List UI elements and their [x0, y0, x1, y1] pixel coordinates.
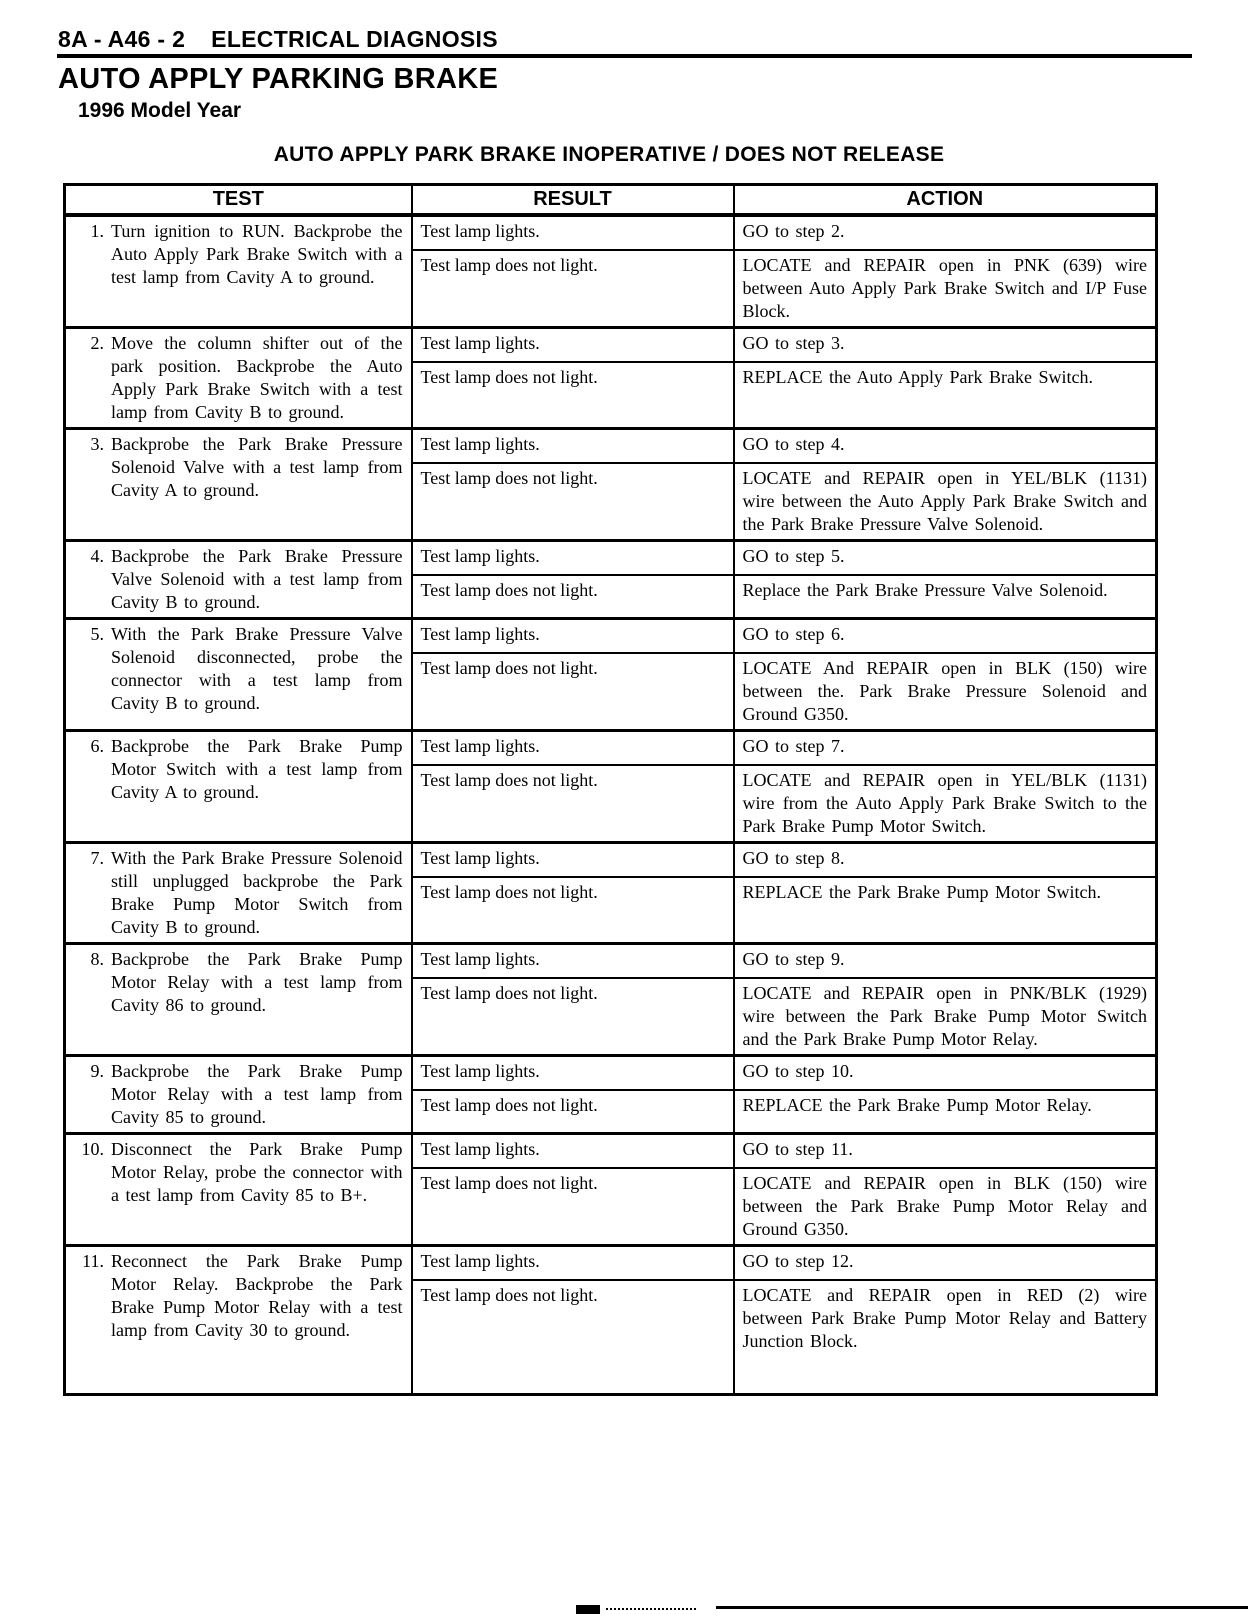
result-cell: Test lamp does not light. [412, 575, 734, 619]
test-cell [65, 1056, 412, 1134]
action-cell: GO to step 4. [734, 429, 1157, 464]
result-cell: Test lamp lights. [412, 1056, 734, 1091]
result-cell: Test lamp lights. [412, 429, 734, 464]
action-cell: GO to step 5. [734, 541, 1157, 576]
table-row [65, 619, 1157, 654]
action-cell: REPLACE the Park Brake Pump Motor Relay. [734, 1090, 1157, 1134]
result-cell: Test lamp does not light. [412, 250, 734, 328]
col-header-test: TEST [65, 185, 412, 216]
step-number: 6. [90, 736, 104, 756]
result-cell: Test lamp lights. [412, 731, 734, 766]
table-row [65, 1134, 1157, 1169]
step-number: 7. [90, 848, 104, 868]
result-cell: Test lamp does not light. [412, 978, 734, 1056]
test-cell [65, 619, 412, 731]
result-cell: Test lamp does not light. [412, 1168, 734, 1246]
table-title: AUTO APPLY PARK BRAKE INOPERATIVE / DOES NOT RELEASE [273, 143, 945, 166]
scan-artifact-blob [576, 1605, 600, 1614]
result-cell: Test lamp does not light. [412, 877, 734, 944]
doc-title: AUTO APPLY PARKING BRAKE [58, 63, 499, 95]
table-row [65, 1246, 1157, 1281]
col-header-action: ACTION [734, 185, 1157, 216]
action-cell: GO to step 10. [734, 1056, 1157, 1091]
page-header [58, 26, 498, 53]
result-cell: Test lamp lights. [412, 619, 734, 654]
action-cell: LOCATE and REPAIR open in BLK (150) wire between the Park Brake Pump Motor Relay and Ground G350. [734, 1168, 1157, 1246]
action-cell: GO to step 3. [734, 328, 1157, 363]
step-test-text: Reconnect the Park Brake Pump Motor Relay. Backprobe the Park Brake Pump Motor Relay with a test lamp from Cavity 30 to ground. [111, 1251, 403, 1340]
action-cell: GO to step 7. [734, 731, 1157, 766]
test-cell [65, 731, 412, 843]
scan-artifact-dots [606, 1608, 696, 1610]
step-test-text: Backprobe the Park Brake Pump Motor Relay with a test lamp from Cavity 86 to ground. [111, 949, 403, 1015]
test-cell [65, 1246, 412, 1395]
result-cell: Test lamp lights. [412, 1246, 734, 1281]
step-test-text: Backprobe the Park Brake Pump Motor Relay with a test lamp from Cavity 85 to ground. [111, 1061, 403, 1127]
table-row [65, 731, 1157, 766]
test-cell [65, 429, 412, 541]
result-cell: Test lamp lights. [412, 541, 734, 576]
result-cell: Test lamp lights. [412, 215, 734, 250]
action-cell: GO to step 8. [734, 843, 1157, 878]
table-row [65, 541, 1157, 576]
action-cell: GO to step 11. [734, 1134, 1157, 1169]
section-title: ELECTRICAL DIAGNOSIS [211, 26, 498, 52]
header-rule [57, 54, 1192, 58]
test-cell [65, 944, 412, 1056]
action-cell: REPLACE the Auto Apply Park Brake Switch. [734, 362, 1157, 429]
step-number: 2. [90, 333, 104, 353]
action-cell: REPLACE the Park Brake Pump Motor Switch. [734, 877, 1157, 944]
step-number: 4. [90, 546, 104, 566]
result-cell: Test lamp does not light. [412, 1090, 734, 1134]
result-cell: Test lamp does not light. [412, 463, 734, 541]
action-cell: GO to step 12. [734, 1246, 1157, 1281]
result-cell: Test lamp lights. [412, 843, 734, 878]
step-test-text: Disconnect the Park Brake Pump Motor Relay, probe the connector with a test lamp from Cavity 85 to B+. [111, 1139, 403, 1205]
result-cell: Test lamp lights. [412, 944, 734, 979]
action-cell: GO to step 9. [734, 944, 1157, 979]
action-cell: LOCATE and REPAIR open in PNK/BLK (1929) wire between the Park Brake Pump Motor Switch and the Park Brake Pump Motor Relay. [734, 978, 1157, 1056]
step-number: 10. [81, 1139, 104, 1159]
result-cell: Test lamp lights. [412, 328, 734, 363]
test-cell [65, 541, 412, 619]
step-number: 8. [90, 949, 104, 969]
action-cell: LOCATE and REPAIR open in YEL/BLK (1131) wire between the Auto Apply Park Brake Switch and the Park Brake Pressure Valve Solenoid. [734, 463, 1157, 541]
diagnosis-table [63, 183, 1158, 1396]
test-cell [65, 215, 412, 328]
test-cell [65, 843, 412, 944]
table-row [65, 944, 1157, 979]
step-number: 5. [90, 624, 104, 644]
step-test-text: Backprobe the Park Brake Pressure Valve Solenoid with a test lamp from Cavity B to ground. [111, 546, 403, 612]
table-row [65, 843, 1157, 878]
step-test-text: Backprobe the Park Brake Pressure Solenoid Valve with a test lamp from Cavity A to ground. [111, 434, 403, 500]
page-code: 8A - A46 - 2 [58, 26, 186, 52]
result-cell: Test lamp lights. [412, 1134, 734, 1169]
table-row [65, 429, 1157, 464]
result-cell: Test lamp does not light. [412, 653, 734, 731]
table-row [65, 328, 1157, 363]
step-number: 1. [90, 221, 104, 241]
step-test-text: With the Park Brake Pressure Valve Solenoid disconnected, probe the connector with a test lamp from Cavity B to ground. [111, 624, 403, 713]
result-cell: Test lamp does not light. [412, 1280, 734, 1395]
action-cell: LOCATE And REPAIR open in BLK (150) wire between the. Park Brake Pressure Solenoid and Ground G350. [734, 653, 1157, 731]
action-cell: GO to step 2. [734, 215, 1157, 250]
action-cell: LOCATE and REPAIR open in PNK (639) wire between Auto Apply Park Brake Switch and I/P Fuse Block. [734, 250, 1157, 328]
table-row [65, 215, 1157, 250]
result-cell: Test lamp does not light. [412, 362, 734, 429]
action-cell: GO to step 6. [734, 619, 1157, 654]
step-test-text: Move the column shifter out of the park position. Backprobe the Auto Apply Park Brake Switch with a test lamp from Cavity B to ground. [111, 333, 403, 422]
test-cell [65, 1134, 412, 1246]
test-cell [65, 328, 412, 429]
scan-artifact-line [716, 1606, 1248, 1609]
action-cell: Replace the Park Brake Pressure Valve Solenoid. [734, 575, 1157, 619]
table-row [65, 1056, 1157, 1091]
col-header-result: RESULT [412, 185, 734, 216]
action-cell: LOCATE and REPAIR open in YEL/BLK (1131) wire from the Auto Apply Park Brake Switch to the Park Brake Pump Motor Switch. [734, 765, 1157, 843]
step-test-text: With the Park Brake Pressure Solenoid still unplugged backprobe the Park Brake Pump Motor Switch from Cavity B to ground. [111, 848, 403, 937]
step-number: 9. [90, 1061, 104, 1081]
action-cell: LOCATE and REPAIR open in RED (2) wire between Park Brake Pump Motor Relay and Battery Junction Block. [734, 1280, 1157, 1395]
table-header-row [65, 185, 1157, 216]
step-number: 11. [82, 1251, 104, 1271]
step-test-text: Turn ignition to RUN. Backprobe the Auto Apply Park Brake Switch with a test lamp from Cavity A to ground. [111, 221, 403, 287]
model-year-subtitle: 1996 Model Year [78, 99, 242, 122]
step-test-text: Backprobe the Park Brake Pump Motor Switch with a test lamp from Cavity A to ground. [111, 736, 403, 802]
result-cell: Test lamp does not light. [412, 765, 734, 843]
step-number: 3. [90, 434, 104, 454]
